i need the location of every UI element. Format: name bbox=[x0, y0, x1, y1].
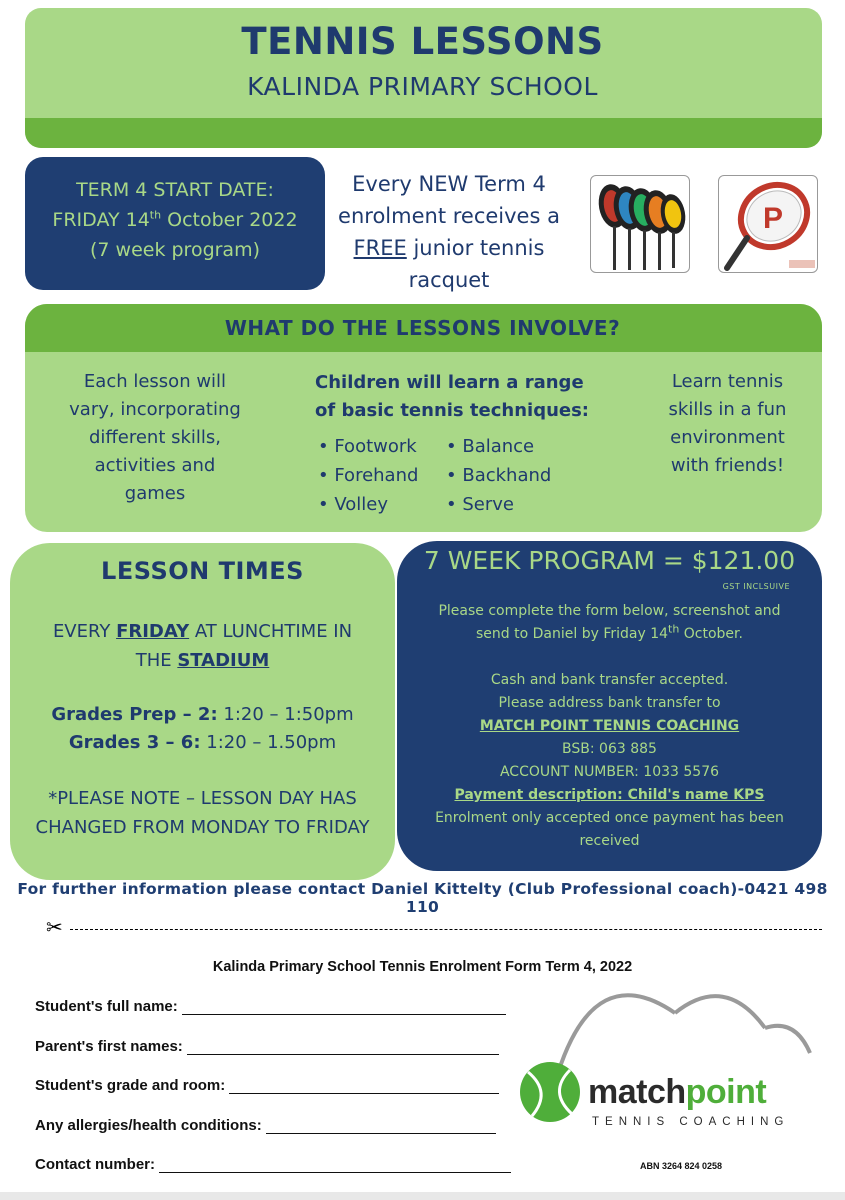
note-line: *PLEASE NOTE – LESSON DAY HAS bbox=[48, 788, 357, 809]
field-label: Any allergies/health conditions: bbox=[35, 1117, 262, 1134]
technique-item: • Backhand bbox=[446, 465, 552, 486]
grade-time-row: Grades Prep – 2: 1:20 – 1:50pm bbox=[51, 704, 354, 725]
field-line[interactable] bbox=[266, 1120, 496, 1134]
allergies-field[interactable] bbox=[35, 1117, 496, 1134]
red-racquet-image bbox=[718, 175, 818, 273]
techniques-heading bbox=[315, 369, 595, 425]
field-label: Contact number: bbox=[35, 1156, 155, 1173]
techniques-list bbox=[318, 432, 598, 519]
scissors-icon: ✂ bbox=[46, 915, 63, 939]
field-line[interactable] bbox=[159, 1159, 511, 1173]
fun-line: skills in a fun bbox=[668, 399, 787, 420]
field-line[interactable] bbox=[182, 1001, 506, 1015]
promo-line-1: Every NEW Term 4 bbox=[352, 172, 546, 196]
payment-description: Payment description: Child's name KPS bbox=[454, 787, 765, 803]
logo-tagline: TENNIS COACHING bbox=[592, 1116, 790, 1128]
term-line-2: FRIDAY 14th October 2022 bbox=[52, 208, 298, 231]
instruction-line: Cash and bank transfer accepted. bbox=[490, 672, 729, 688]
term-line-1: TERM 4 START DATE: bbox=[76, 179, 274, 201]
grade-times bbox=[10, 701, 395, 757]
form-title: Kalinda Primary School Tennis Enrolment Form Term 4, 2022 bbox=[212, 959, 633, 975]
variety-line: activities and bbox=[94, 455, 216, 476]
note-line: CHANGED FROM MONDAY TO FRIDAY bbox=[35, 817, 370, 838]
field-line[interactable] bbox=[229, 1080, 499, 1094]
junior-racquets-image bbox=[590, 175, 690, 273]
techniques-heading-line: Children will learn a range bbox=[315, 372, 584, 393]
grade-time-row: Grades 3 – 6: 1:20 – 1.50pm bbox=[68, 732, 337, 753]
abn-number: ABN 3264 824 0258 bbox=[640, 1161, 723, 1171]
term-start-box bbox=[25, 157, 325, 290]
instruction-line: send to Daniel by Friday 14th October. bbox=[476, 622, 743, 642]
promo-line-4: racquet bbox=[408, 268, 490, 292]
technique-row bbox=[318, 490, 598, 519]
payment-instructions bbox=[402, 600, 817, 853]
field-label: Student's full name: bbox=[35, 998, 178, 1015]
technique-item: • Volley bbox=[318, 494, 388, 515]
program-price: 7 WEEK PROGRAM = $121.00 bbox=[423, 546, 796, 575]
header-green-bar bbox=[25, 118, 822, 148]
technique-item: • Balance bbox=[446, 436, 535, 457]
matchpoint-logo-wordmark: matchpoint bbox=[588, 1073, 767, 1111]
technique-row bbox=[318, 432, 598, 461]
lesson-schedule bbox=[10, 617, 395, 675]
field-label: Student's grade and room: bbox=[35, 1077, 226, 1094]
gst-note: GST INCLSUIVE bbox=[722, 582, 790, 591]
fun-line: with friends! bbox=[670, 455, 785, 476]
variety-line: different skills, bbox=[88, 427, 222, 448]
schedule-line-1: EVERY FRIDAY AT LUNCHTIME IN bbox=[52, 621, 353, 642]
schedule-line-2: THE STADIUM bbox=[135, 650, 270, 671]
fun-line: environment bbox=[670, 427, 785, 448]
technique-item: • Footwork bbox=[318, 436, 417, 457]
variety-line: games bbox=[124, 483, 186, 504]
techniques-heading-line: of basic tennis techniques: bbox=[315, 400, 590, 421]
promo-line-2: enrolment receives a bbox=[338, 204, 560, 228]
school-name: KALINDA PRIMARY SCHOOL bbox=[247, 72, 598, 101]
page-bottom-edge bbox=[0, 1192, 845, 1200]
technique-row bbox=[318, 461, 598, 490]
fun-environment-text bbox=[640, 368, 815, 480]
fun-line: Learn tennis bbox=[671, 371, 784, 392]
lesson-day-note bbox=[10, 784, 395, 842]
instruction-line: Enrolment only accepted once payment has been bbox=[435, 810, 784, 826]
account-number: ACCOUNT NUMBER: 1033 5576 bbox=[499, 764, 720, 780]
student-name-field[interactable] bbox=[35, 998, 506, 1015]
contact-number-field[interactable] bbox=[35, 1156, 511, 1173]
technique-item: • Serve bbox=[446, 494, 514, 515]
cut-line-divider bbox=[70, 929, 822, 930]
free-racquet-promo bbox=[330, 168, 568, 296]
company-name: MATCH POINT TENNIS COACHING bbox=[479, 718, 740, 734]
contact-info: For further information please contact Daniel Kittelty (Club Professional coach)-0421 498 110 bbox=[17, 880, 828, 916]
page-title: TENNIS LESSONS bbox=[241, 20, 604, 63]
field-line[interactable] bbox=[187, 1041, 499, 1055]
parent-names-field[interactable] bbox=[35, 1038, 499, 1055]
instruction-line: Please address bank transfer to bbox=[498, 695, 721, 711]
technique-item: • Forehand bbox=[318, 465, 419, 486]
lesson-variety-text bbox=[50, 368, 260, 508]
field-label: Parent's first names: bbox=[35, 1038, 183, 1055]
term-line-3: (7 week program) bbox=[89, 239, 261, 261]
promo-line-3: FREE junior tennis bbox=[353, 236, 545, 260]
lessons-involve-title: WHAT DO THE LESSONS INVOLVE? bbox=[224, 316, 621, 340]
instruction-line: received bbox=[579, 833, 640, 849]
variety-line: Each lesson will bbox=[83, 371, 227, 392]
svg-text:P: P bbox=[763, 202, 784, 235]
instruction-line: Please complete the form below, screenshot and bbox=[438, 603, 781, 619]
variety-line: vary, incorporating bbox=[69, 399, 241, 420]
grade-room-field[interactable] bbox=[35, 1077, 499, 1094]
bsb-number: BSB: 063 885 bbox=[562, 741, 657, 757]
lesson-times-title: LESSON TIMES bbox=[101, 557, 304, 585]
